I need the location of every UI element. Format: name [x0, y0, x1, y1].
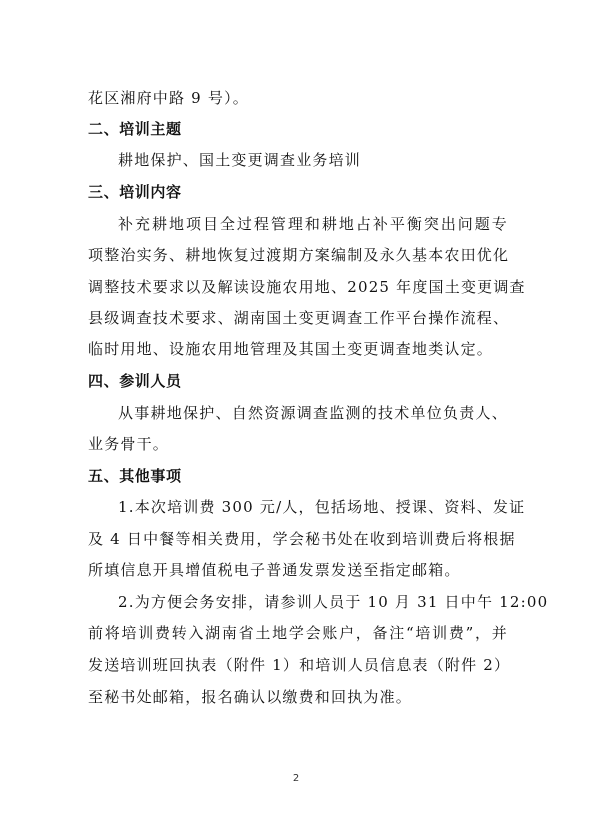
- section-heading-content: 三、培训内容: [88, 183, 182, 201]
- paragraph-line: 县级调查技术要求、湖南国土变更调查工作平台操作流程、: [88, 309, 510, 327]
- paragraph-line: 耕地保护、国土变更调查业务培训: [118, 151, 362, 169]
- paragraph-line: 补充耕地项目全过程管理和耕地占补平衡突出问题专: [118, 215, 508, 233]
- section-heading-participants: 四、参训人员: [88, 372, 182, 390]
- paragraph-line: 花区湘府中路 9 号）。: [88, 89, 249, 107]
- paragraph-line: 2.为方便会务安排，请参训人员于 10 月 31 日中午 12:00: [118, 593, 549, 611]
- paragraph-line: 1.本次培训费 300 元/人，包括场地、授课、资料、发证: [118, 498, 526, 516]
- paragraph-line: 所填信息开具增值税电子普通发票发送至指定邮箱。: [88, 561, 461, 579]
- paragraph-line: 发送培训班回执表（附件 1）和培训人员信息表（附件 2）: [88, 656, 511, 674]
- paragraph-line: 临时用地、设施农用地管理及其国土变更调查地类认定。: [88, 340, 494, 358]
- paragraph-line: 业务骨干。: [88, 435, 170, 453]
- section-heading-other: 五、其他事项: [88, 467, 182, 485]
- page-number: 2: [292, 773, 300, 784]
- paragraph-line: 项整治实务、耕地恢复过渡期方案编制及永久基本农田优化: [88, 246, 510, 264]
- paragraph-line: 至秘书处邮箱，报名确认以缴费和回执为准。: [88, 688, 413, 706]
- section-heading-topic: 二、培训主题: [88, 120, 182, 138]
- paragraph-line: 及 4 日中餐等相关费用，学会秘书处在收到培训费后将根据: [88, 530, 516, 548]
- paragraph-line: 调整技术要求以及解读设施农用地、2025 年度国土变更调查: [88, 278, 526, 296]
- paragraph-line: 前将培训费转入湖南省土地学会账户，备注“培训费”，并: [88, 624, 508, 642]
- paragraph-line: 从事耕地保护、自然资源调查监测的技术单位负责人、: [118, 404, 508, 422]
